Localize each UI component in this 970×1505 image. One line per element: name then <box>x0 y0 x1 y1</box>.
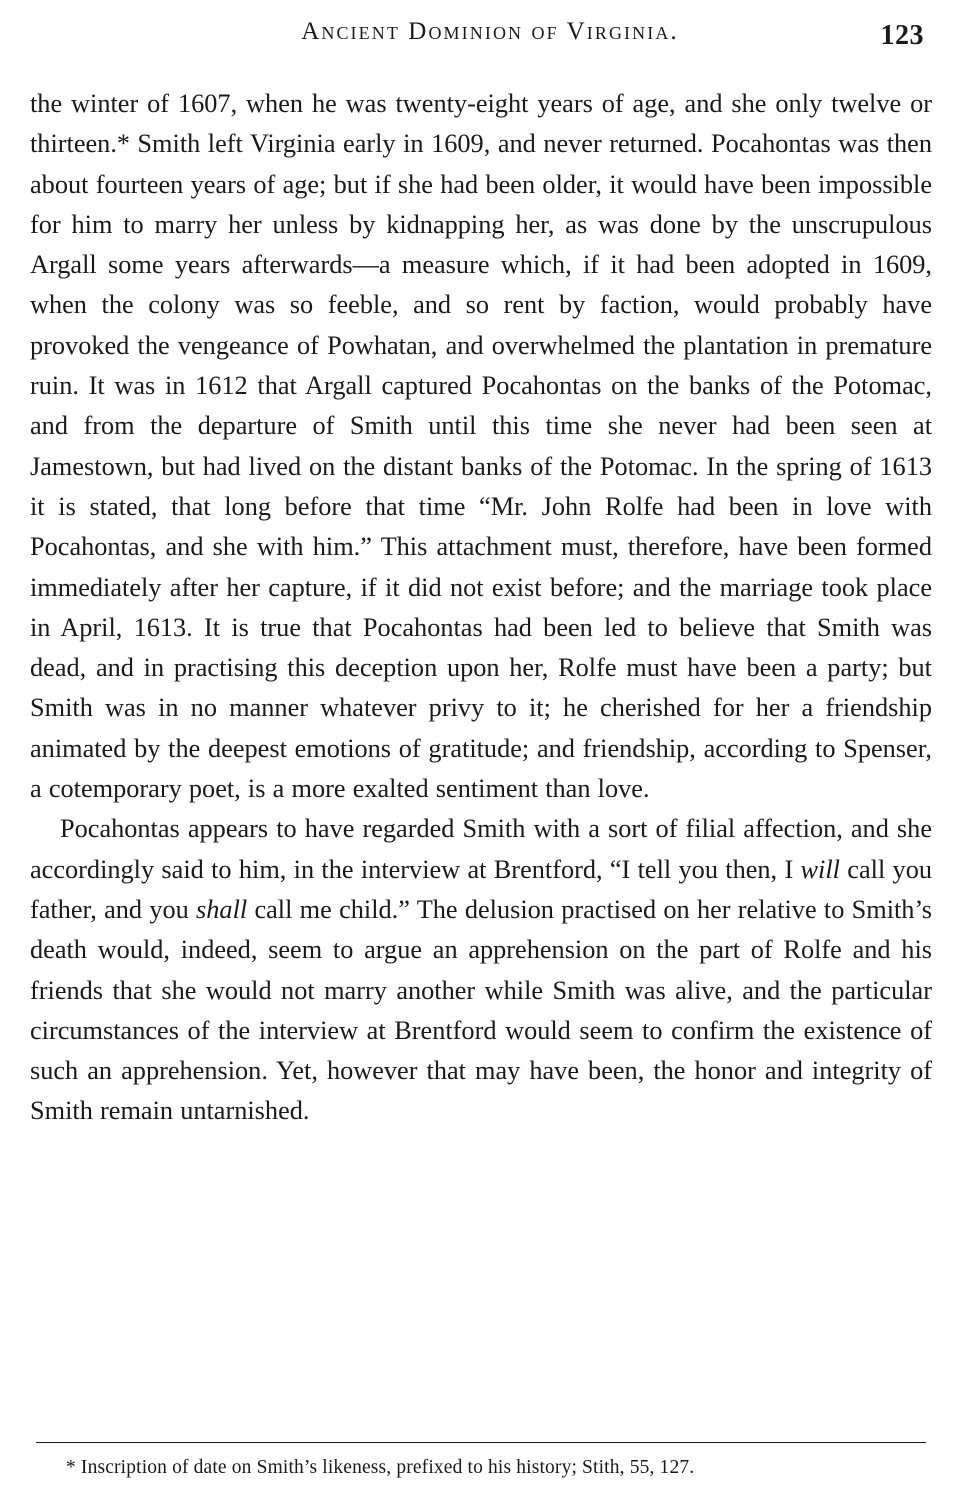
text-run: the winter of 1607, when he was twenty-eight years of age, and she only twelve or thirteen. <box>30 89 932 159</box>
emphasis-text: will <box>800 854 840 884</box>
emphasis-text: shall <box>196 894 248 924</box>
paragraph <box>30 809 932 1131</box>
body-text <box>30 84 932 1132</box>
footnote-divider <box>36 1442 926 1443</box>
footnote-marker: * <box>116 129 130 159</box>
text-run: Pocahontas appears to have regarded Smith with a sort of filial affection, and she accordingly said to him, in the interview at Brentford, “I tell you then, I <box>30 814 932 884</box>
page-number: 123 <box>880 20 924 51</box>
running-head <box>30 18 932 64</box>
running-title: Ancient Dominion of Virginia. <box>301 18 679 45</box>
paragraph <box>30 84 932 809</box>
text-run: Smith left Virginia early in 1609, and never returned. Pocahontas was then about fourteen years of age; but if she had been older, it would have been impossible for him to marry her unless by kidnapping her, as was done by the unscrupulous Argall some years afterwards—a measure which, if it had been adopted in 1609, when the colony was so feeble, and so rent by faction, would probably have provoked the vengeance of Powhatan, and overwhelmed the plantation in premature ruin. It was in 1612 that Argall captured Pocahontas on the banks of the Potomac, and from the departure of Smith until this time she never had been seen at Jamestown, but had lived on the distant banks of the Potomac. In the spring of 1613 it is stated, that long before that time “Mr. John Rolfe had been in love with Pocahontas, and she with him.” This attachment must, therefore, have been formed immediately after her capture, if it did not exist before; and the marriage took place in April, 1613. It is true that Pocahontas had been led to believe that Smith was dead, and in practising this deception upon her, Rolfe must have been a party; but Smith was in no manner whatever privy to it; he cherished for her a friendship animated by the deepest emotions of gratitude; and friendship, according to Spenser, a cotemporary poet, is a more exalted sentiment than love. <box>30 129 932 804</box>
text-run: call you father, and you <box>30 854 933 924</box>
text-run: call me child.” The delusion practised on her relative to Smith’s death would, indeed, seem to argue an apprehension on the part of Rolfe and his friends that she would not marry another while Smith was alive, and the particular circumstances of the interview at Brentford would seem to confirm the existence of such an apprehension. Yet, however that may have been, the honor and integrity of Smith remain untarnished. <box>30 894 932 1126</box>
footnote-text: * Inscription of date on Smith’s likeness, prefixed to his history; Stith, 55, 127. <box>66 1457 695 1478</box>
footnote-area <box>30 1442 932 1481</box>
